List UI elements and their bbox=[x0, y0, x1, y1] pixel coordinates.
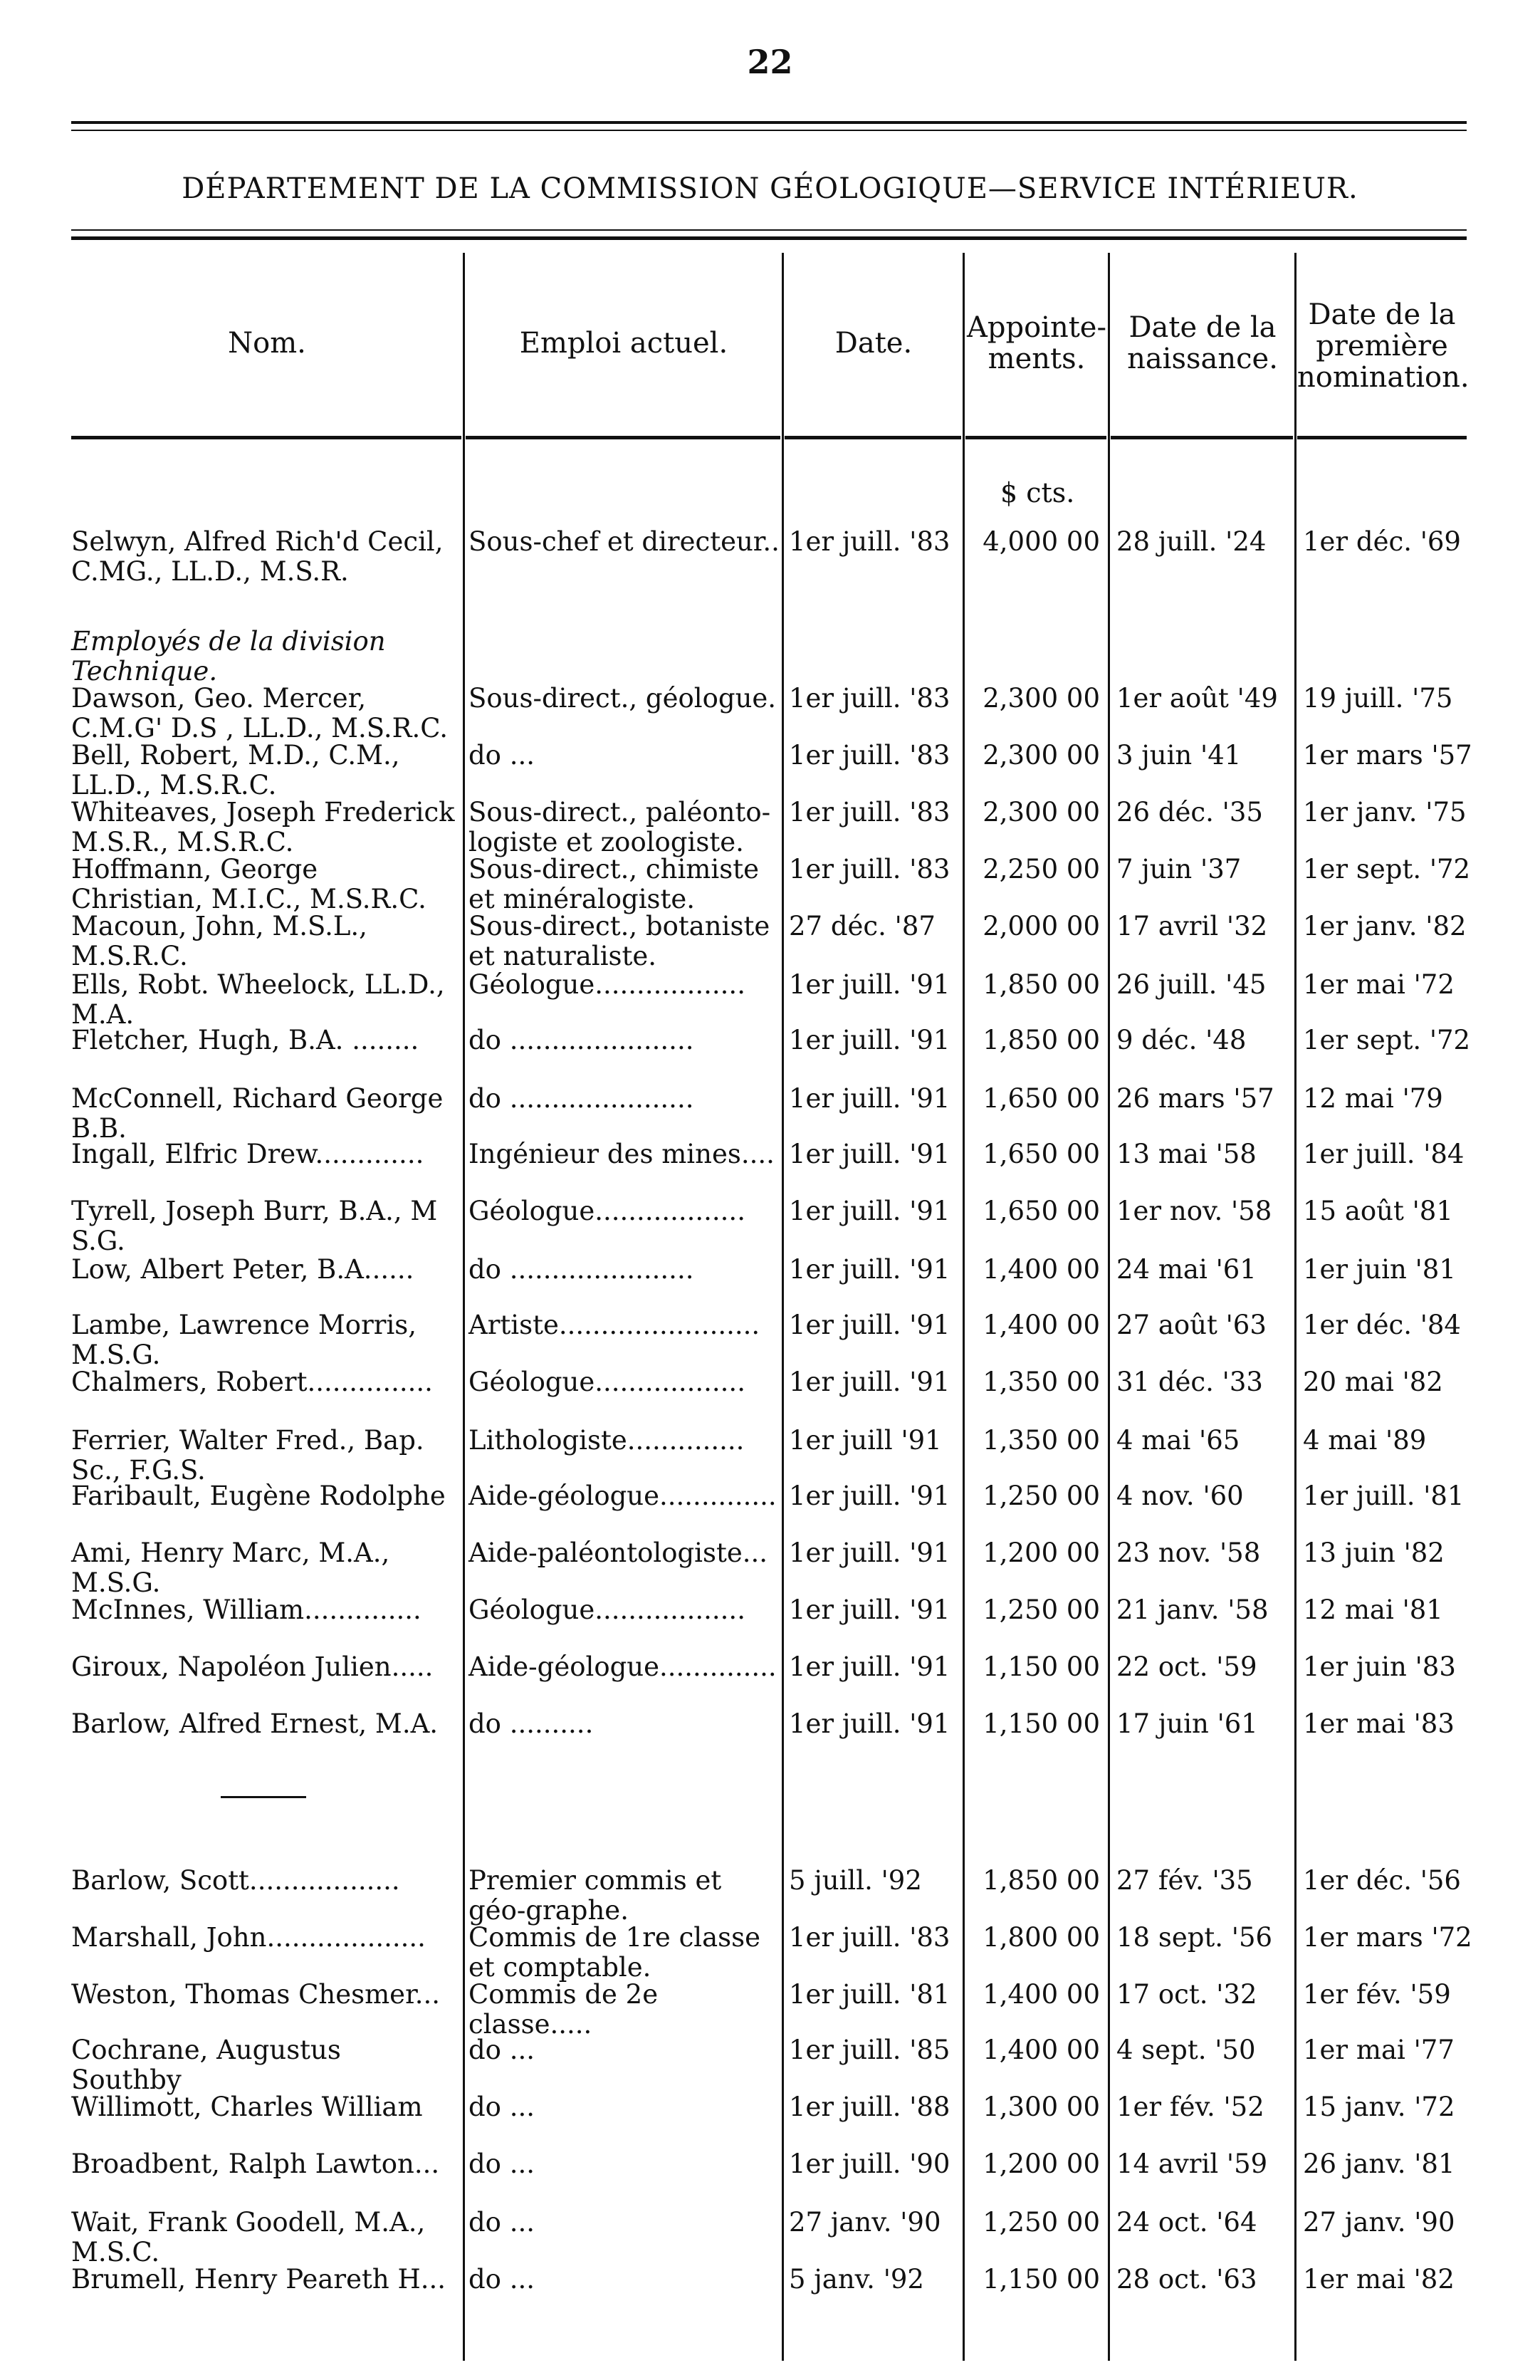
row-date: 1er juill. '88 bbox=[789, 2092, 950, 2122]
row-date: 1er juill. '85 bbox=[789, 2035, 950, 2065]
row-appointements: 1,400 00 bbox=[983, 1254, 1100, 1285]
row-naissance: 18 sept. '56 bbox=[1116, 1922, 1273, 1953]
row-name: McInnes, William.............. bbox=[71, 1595, 421, 1625]
row-naissance: 24 oct. '64 bbox=[1116, 2207, 1257, 2238]
row-naissance: 22 oct. '59 bbox=[1116, 1651, 1257, 1682]
row-emploi: do ... bbox=[468, 2207, 535, 2238]
row-appointements: 1,200 00 bbox=[983, 1538, 1100, 1568]
row-nomination: 15 janv. '72 bbox=[1303, 2092, 1455, 2122]
row-emploi: do ...................... bbox=[468, 1083, 694, 1114]
row-naissance: 26 déc. '35 bbox=[1116, 797, 1263, 828]
row-appointements: 2,250 00 bbox=[983, 854, 1100, 884]
row-name: McConnell, Richard George B.B. bbox=[71, 1083, 444, 1144]
row-date: 5 janv. '92 bbox=[789, 2264, 924, 2295]
row-name: Whiteaves, Joseph Frederick M.S.R., M.S.R.C. bbox=[71, 797, 455, 857]
row-nomination: 1er juin '83 bbox=[1303, 1651, 1456, 1682]
row-nomination: 1er mars '57 bbox=[1303, 740, 1472, 771]
row-appointements: 1,350 00 bbox=[983, 1367, 1100, 1397]
row-appointements: 2,300 00 bbox=[983, 683, 1100, 714]
col-divider bbox=[1294, 253, 1297, 2361]
row-nomination: 1er fév. '59 bbox=[1303, 1979, 1451, 2010]
row-appointements: 1,400 00 bbox=[983, 1979, 1100, 2010]
row-date: 1er juill. '91 bbox=[789, 969, 950, 1000]
row-appointements: 1,350 00 bbox=[983, 1425, 1100, 1456]
row-name: Ingall, Elfric Drew............. bbox=[71, 1139, 424, 1169]
row-date: 27 janv. '90 bbox=[789, 2207, 941, 2238]
row-appointements: 1,850 00 bbox=[983, 1865, 1100, 1896]
row-nomination: 1er déc. '84 bbox=[1303, 1310, 1461, 1340]
row-nomination: 4 mai '89 bbox=[1303, 1425, 1427, 1456]
row-emploi: Aide-géologue.............. bbox=[468, 1651, 777, 1682]
row-emploi: Sous-direct., botaniste et naturaliste. bbox=[468, 911, 770, 971]
top-rule-2 bbox=[71, 130, 1467, 131]
row-date: 1er juill. '83 bbox=[789, 683, 950, 714]
row-naissance: 27 fév. '35 bbox=[1116, 1865, 1253, 1896]
row-name: Cochrane, Augustus Southby bbox=[71, 2035, 341, 2095]
row-emploi: Géologue.................. bbox=[468, 1595, 745, 1625]
row-appointements: 1,650 00 bbox=[983, 1139, 1100, 1169]
row-name: Macoun, John, M.S.L., M.S.R.C. bbox=[71, 911, 367, 971]
row-emploi: Lithologiste.............. bbox=[468, 1425, 745, 1456]
col-divider bbox=[963, 253, 965, 2361]
row-nomination: 27 janv. '90 bbox=[1303, 2207, 1455, 2238]
row-name: Faribault, Eugène Rodolphe bbox=[71, 1481, 446, 1511]
title-rule-2 bbox=[71, 236, 1467, 240]
row-emploi: do ...................... bbox=[468, 1025, 694, 1055]
row-date: 1er juill. '83 bbox=[789, 740, 950, 771]
row-name: Weston, Thomas Chesmer... bbox=[71, 1979, 440, 2010]
row-date: 1er juill. '91 bbox=[789, 1310, 950, 1340]
row-nomination: 1er janv. '82 bbox=[1303, 911, 1467, 941]
row-name: Broadbent, Ralph Lawton... bbox=[71, 2149, 440, 2179]
row-appointements: 1,150 00 bbox=[983, 1651, 1100, 1682]
row-nomination: 1er sept. '72 bbox=[1303, 1025, 1471, 1055]
top-rule-1 bbox=[71, 121, 1467, 124]
currency-label: $ cts. bbox=[1000, 477, 1075, 508]
header-nomination: Date de la première nomination. bbox=[1297, 298, 1470, 394]
row-date: 1er juill. '91 bbox=[789, 1025, 950, 1055]
row-nomination: 1er mai '72 bbox=[1303, 969, 1455, 1000]
row-date: 1er juill. '83 bbox=[789, 526, 950, 557]
row-nomination: 15 août '81 bbox=[1303, 1196, 1453, 1226]
row-emploi: Sous-direct., paléonto-logiste et zoologiste. bbox=[468, 797, 771, 857]
row-emploi: Sous-chef et directeur.. bbox=[468, 526, 780, 557]
row-date: 1er juill. '91 bbox=[789, 1196, 950, 1226]
row-name: Low, Albert Peter, B.A...... bbox=[71, 1254, 414, 1285]
row-emploi: Sous-direct., géologue. bbox=[468, 683, 777, 714]
row-naissance: 28 juill. '24 bbox=[1116, 526, 1267, 557]
row-nomination: 26 janv. '81 bbox=[1303, 2149, 1455, 2179]
row-nomination: 19 juill. '75 bbox=[1303, 683, 1453, 714]
col-divider bbox=[463, 253, 465, 2361]
row-name: Dawson, Geo. Mercer, C.M.G' D.S , LL.D., M.S.R.C. bbox=[71, 683, 448, 743]
row-naissance: 17 oct. '32 bbox=[1116, 1979, 1257, 2010]
row-date: 1er juill. '91 bbox=[789, 1651, 950, 1682]
row-naissance: 26 juill. '45 bbox=[1116, 969, 1267, 1000]
page-number: 22 bbox=[747, 43, 793, 81]
header-appointements: Appointe-ments. bbox=[967, 311, 1106, 375]
row-emploi: Artiste........................ bbox=[468, 1310, 760, 1340]
row-naissance: 4 sept. '50 bbox=[1116, 2035, 1256, 2065]
row-name: Marshall, John................... bbox=[71, 1922, 426, 1953]
row-naissance: 17 avril '32 bbox=[1116, 911, 1268, 941]
row-appointements: 1,150 00 bbox=[983, 1708, 1100, 1739]
row-appointements: 4,000 00 bbox=[983, 526, 1100, 557]
row-nomination: 1er mai '83 bbox=[1303, 1708, 1455, 1739]
row-name: Wait, Frank Goodell, M.A., M.S.C. bbox=[71, 2207, 426, 2267]
row-naissance: 13 mai '58 bbox=[1116, 1139, 1257, 1169]
row-appointements: 1,200 00 bbox=[983, 2149, 1100, 2179]
row-naissance: 14 avril '59 bbox=[1116, 2149, 1268, 2179]
row-naissance: 9 déc. '48 bbox=[1116, 1025, 1247, 1055]
row-name: Lambe, Lawrence Morris, M.S.G. bbox=[71, 1310, 417, 1370]
row-appointements: 1,650 00 bbox=[983, 1083, 1100, 1114]
row-emploi: Aide-géologue.............. bbox=[468, 1481, 777, 1511]
row-date: 1er juill. '91 bbox=[789, 1595, 950, 1625]
row-appointements: 1,850 00 bbox=[983, 969, 1100, 1000]
row-nomination: 1er janv. '75 bbox=[1303, 797, 1467, 828]
row-appointements: 1,300 00 bbox=[983, 2092, 1100, 2122]
row-name: Fletcher, Hugh, B.A. ........ bbox=[71, 1025, 419, 1055]
row-appointements: 1,850 00 bbox=[983, 1025, 1100, 1055]
row-emploi: do ... bbox=[468, 2149, 535, 2179]
title-rule-1 bbox=[71, 229, 1467, 231]
row-emploi: do ... bbox=[468, 2092, 535, 2122]
row-date: 1er juill. '83 bbox=[789, 797, 950, 828]
header-underline bbox=[466, 436, 780, 439]
row-appointements: 2,300 00 bbox=[983, 740, 1100, 771]
row-nomination: 1er juill. '81 bbox=[1303, 1481, 1465, 1511]
row-date: 27 déc. '87 bbox=[789, 911, 936, 941]
row-name: Bell, Robert, M.D., C.M., LL.D., M.S.R.C. bbox=[71, 740, 400, 800]
row-naissance: 31 déc. '33 bbox=[1116, 1367, 1263, 1397]
row-naissance: 1er août '49 bbox=[1116, 683, 1278, 714]
row-date: 1er juill. '83 bbox=[789, 854, 950, 884]
row-name: Ferrier, Walter Fred., Bap. Sc., F.G.S. bbox=[71, 1425, 424, 1486]
row-naissance: 24 mai '61 bbox=[1116, 1254, 1257, 1285]
row-appointements: 1,800 00 bbox=[983, 1922, 1100, 1953]
row-appointements: 1,250 00 bbox=[983, 2207, 1100, 2238]
row-date: 1er juill. '91 bbox=[789, 1708, 950, 1739]
row-nomination: 1er déc. '69 bbox=[1303, 526, 1461, 557]
row-date: 1er juill. '91 bbox=[789, 1083, 950, 1114]
row-date: 1er juill. '91 bbox=[789, 1538, 950, 1568]
row-name: Giroux, Napoléon Julien..... bbox=[71, 1651, 434, 1682]
row-naissance: 4 nov. '60 bbox=[1116, 1481, 1244, 1511]
row-nomination: 20 mai '82 bbox=[1303, 1367, 1443, 1397]
row-nomination: 1er mars '72 bbox=[1303, 1922, 1472, 1953]
row-emploi: Géologue.................. bbox=[468, 1196, 745, 1226]
row-naissance: 1er fév. '52 bbox=[1116, 2092, 1264, 2122]
row-emploi: Premier commis et géo-graphe. bbox=[468, 1865, 722, 1926]
row-nomination: 1er juin '81 bbox=[1303, 1254, 1456, 1285]
row-naissance: 7 juin '37 bbox=[1116, 854, 1242, 884]
row-appointements: 1,150 00 bbox=[983, 2264, 1100, 2295]
row-date: 1er juill '91 bbox=[789, 1425, 942, 1456]
header-underline bbox=[965, 436, 1106, 439]
row-emploi: Sous-direct., chimiste et minéralogiste. bbox=[468, 854, 759, 914]
row-date: 1er juill. '91 bbox=[789, 1481, 950, 1511]
row-emploi: Commis de 2e classe..... bbox=[468, 1979, 659, 2040]
row-naissance: 3 juin '41 bbox=[1116, 740, 1242, 771]
row-appointements: 1,400 00 bbox=[983, 1310, 1100, 1340]
row-date: 1er juill. '91 bbox=[789, 1367, 950, 1397]
row-emploi: do ...................... bbox=[468, 1254, 694, 1285]
row-appointements: 2,300 00 bbox=[983, 797, 1100, 828]
page-title: DÉPARTEMENT DE LA COMMISSION GÉOLOGIQUE—SERVICE INTÉRIEUR. bbox=[182, 172, 1358, 205]
header-date: Date. bbox=[834, 327, 913, 360]
row-naissance: 28 oct. '63 bbox=[1116, 2264, 1257, 2295]
row-naissance: 23 nov. '58 bbox=[1116, 1538, 1261, 1568]
row-emploi: Géologue.................. bbox=[468, 1367, 745, 1397]
section-technique: Employés de la division Technique. bbox=[71, 626, 386, 687]
row-nomination: 13 juin '82 bbox=[1303, 1538, 1445, 1568]
row-naissance: 4 mai '65 bbox=[1116, 1425, 1240, 1456]
row-emploi: do ... bbox=[468, 2035, 535, 2065]
row-naissance: 1er nov. '58 bbox=[1116, 1196, 1272, 1226]
row-emploi: do ... bbox=[468, 2264, 535, 2295]
header-emploi: Emploi actuel. bbox=[519, 327, 728, 360]
row-date: 5 juill. '92 bbox=[789, 1865, 922, 1896]
row-emploi: Ingénieur des mines.... bbox=[468, 1139, 775, 1169]
row-name: Tyrell, Joseph Burr, B.A., M S.G. bbox=[71, 1196, 438, 1256]
row-emploi: Commis de 1re classe et comptable. bbox=[468, 1922, 761, 1983]
row-name: Ells, Robt. Wheelock, LL.D., M.A. bbox=[71, 969, 445, 1030]
row-nomination: 1er juill. '84 bbox=[1303, 1139, 1465, 1169]
row-appointements: 1,250 00 bbox=[983, 1595, 1100, 1625]
row-nomination: 12 mai '81 bbox=[1303, 1595, 1443, 1625]
header-underline bbox=[71, 436, 461, 439]
header-nom: Nom. bbox=[228, 327, 306, 360]
row-naissance: 26 mars '57 bbox=[1116, 1083, 1274, 1114]
row-name: Brumell, Henry Peareth H... bbox=[71, 2264, 446, 2295]
row-nomination: 1er déc. '56 bbox=[1303, 1865, 1461, 1896]
row-naissance: 27 août '63 bbox=[1116, 1310, 1267, 1340]
header-underline bbox=[785, 436, 961, 439]
row-name: Barlow, Alfred Ernest, M.A. bbox=[71, 1708, 439, 1739]
row-name: Selwyn, Alfred Rich'd Cecil, C.MG., LL.D., M.S.R. bbox=[71, 526, 444, 587]
row-naissance: 17 juin '61 bbox=[1116, 1708, 1258, 1739]
row-appointements: 1,400 00 bbox=[983, 2035, 1100, 2065]
col-divider bbox=[1108, 253, 1110, 2361]
row-appointements: 1,250 00 bbox=[983, 1481, 1100, 1511]
header-underline bbox=[1297, 436, 1467, 439]
row-date: 1er juill. '90 bbox=[789, 2149, 950, 2179]
row-nomination: 1er mai '82 bbox=[1303, 2264, 1455, 2295]
row-naissance: 21 janv. '58 bbox=[1116, 1595, 1269, 1625]
row-date: 1er juill. '81 bbox=[789, 1979, 950, 2010]
row-name: Barlow, Scott.................. bbox=[71, 1865, 400, 1896]
row-date: 1er juill. '91 bbox=[789, 1139, 950, 1169]
group-separator bbox=[221, 1796, 306, 1798]
row-nomination: 12 mai '79 bbox=[1303, 1083, 1443, 1114]
row-name: Hoffmann, George Christian, M.I.C., M.S.R.C. bbox=[71, 854, 426, 914]
row-date: 1er juill. '83 bbox=[789, 1922, 950, 1953]
row-emploi: do ... bbox=[468, 740, 535, 771]
row-name: Willimott, Charles William bbox=[71, 2092, 423, 2122]
col-divider bbox=[782, 253, 784, 2361]
row-emploi: Aide-paléontologiste... bbox=[468, 1538, 768, 1568]
row-emploi: Géologue.................. bbox=[468, 969, 745, 1000]
row-nomination: 1er sept. '72 bbox=[1303, 854, 1471, 884]
row-nomination: 1er mai '77 bbox=[1303, 2035, 1455, 2065]
row-date: 1er juill. '91 bbox=[789, 1254, 950, 1285]
row-emploi: do .......... bbox=[468, 1708, 594, 1739]
row-appointements: 1,650 00 bbox=[983, 1196, 1100, 1226]
row-name: Ami, Henry Marc, M.A., M.S.G. bbox=[71, 1538, 390, 1598]
header-naissance: Date de la naissance. bbox=[1127, 311, 1278, 375]
row-name: Chalmers, Robert............... bbox=[71, 1367, 433, 1397]
row-appointements: 2,000 00 bbox=[983, 911, 1100, 941]
header-underline bbox=[1111, 436, 1293, 439]
